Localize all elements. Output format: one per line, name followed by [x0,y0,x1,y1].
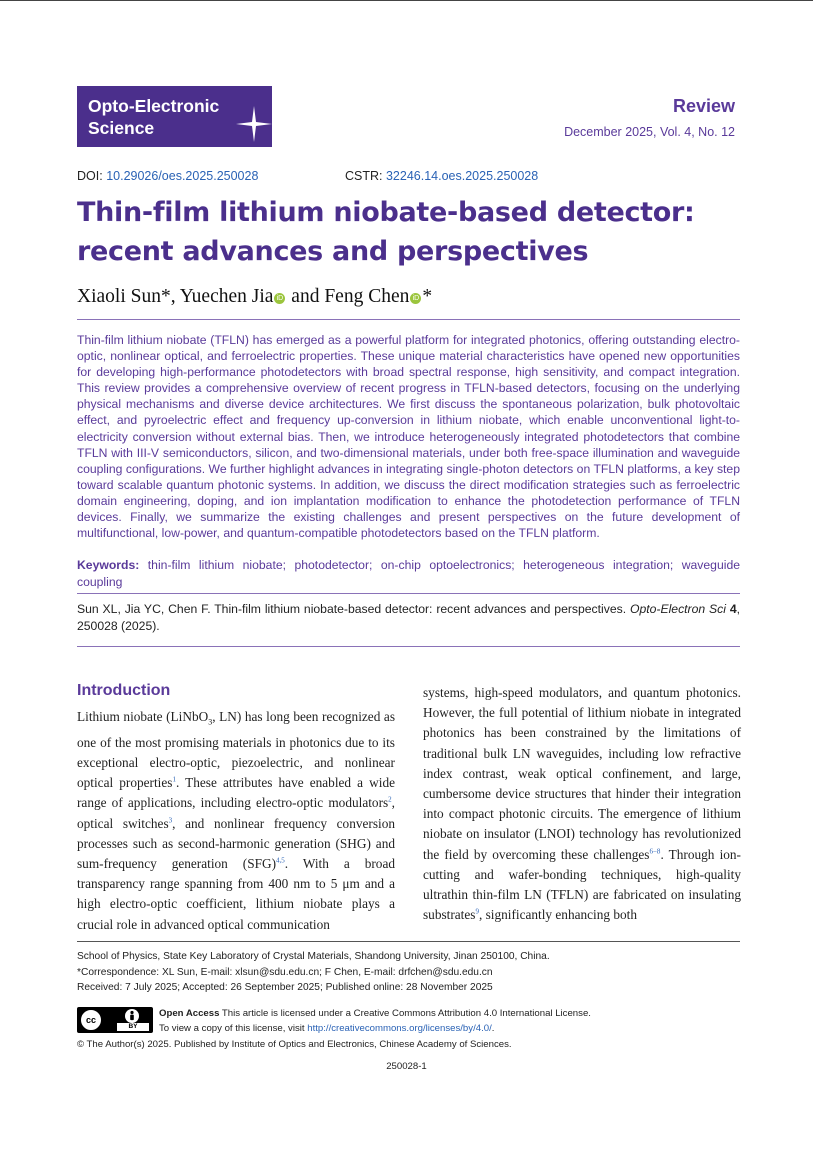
text: systems, high-speed modulators, and quantum photonics. However, the full potential of lithium niobate in integrated photonics has been constrained by the limitations of traditional bulk LN waveguides, including low refractive index contrast, weak optical confinement, and large, cumbersome device structures that hinder their integration into compact photonic circuits. The emergence of lithium niobate on insulator (LNOI) technology has revolutionized the field by overcoming these challenges [423,685,741,862]
issue-info: December 2025, Vol. 4, No. 12 [564,125,735,139]
subscript: 3 [208,717,213,727]
reference-link[interactable]: 2 [388,796,392,805]
sparkle-icon [234,104,274,144]
license [159,1006,591,1036]
citation-volume: 4 [729,602,737,616]
affiliation: School of Physics, State Key Laboratory of Crystal Materials, Shandong University, Jinan 250100, China. [77,951,550,962]
reference-link[interactable]: 4,5 [276,856,285,865]
text: , optical switches [77,795,395,831]
doi-label: DOI: [77,169,103,183]
reference-link[interactable]: 1 [172,775,176,784]
citation-text: Sun XL, Jia YC, Chen F. Thin-film lithium niobate-based detector: recent advances and perspectives. [77,602,630,616]
section-heading: Introduction [77,682,171,699]
license-link[interactable]: http://creativecommons.org/licenses/by/4.0/ [307,1023,492,1034]
citation-rest: , 250028 (2025). [77,602,741,633]
doi [77,169,258,183]
text: . These attributes have enabled a wide range of applications, including electro-optic modulators [77,775,395,811]
cc-by-badge[interactable] [77,1007,153,1033]
citation-journal: Opto-Electron Sci [629,602,726,616]
text: Lithium niobate (LiNbO [77,709,209,724]
keywords-text: thin-film lithium niobate; photodetector; on-chip optoelectronics; heterogeneous integration; waveguide coupling [77,558,741,589]
copyright: © The Author(s) 2025. Published by Institute of Optics and Electronics, Chinese Academy of Sciences. [77,1039,512,1050]
text: . Through ion-cutting and wafer-bonding techniques, high-quality ultrathin thin-film LN (TFLN) are fabricated on insulating substrates [423,846,741,923]
orcid-icon[interactable]: iD [274,293,285,304]
author-sun-jia: Xiaoli Sun*, Yuechen Jia [77,286,274,307]
intro-column-left [77,707,395,935]
divider [77,319,740,320]
reference-link[interactable]: 9 [475,907,479,916]
divider [77,593,740,594]
by-label: BY [117,1023,149,1031]
journal-name-line2: Science [88,118,155,138]
text: , and nonlinear frequency conversion processes such as second-harmonic generation (SHG) and sum-frequency generation (SFG) [77,815,395,872]
text: . [491,1023,495,1034]
authors [77,286,432,308]
cstr [345,169,538,183]
page-number: 250028-1 [386,1061,427,1072]
reference-link[interactable]: 3 [168,816,173,825]
orcid-icon[interactable]: iD [410,293,421,304]
cstr-link[interactable]: 32246.14.oes.2025.250028 [385,169,539,183]
text: , significantly enhancing both [478,907,638,923]
correspondence: *Correspondence: XL Sun, E-mail: xlsun@sdu.edu.cn; F Chen, E-mail: drfchen@sdu.edu.cn [77,966,493,978]
intro-column-right [423,683,741,925]
cstr-label: CSTR: [345,169,383,183]
dates: Received: 7 July 2025; Accepted: 26 September 2025; Published online: 28 November 2025 [77,982,493,993]
abstract: Thin-film lithium niobate (TFLN) has emerged as a powerful platform for integrated photonics, offering outstanding electro-optic, nonlinear optical, and ferroelectric properties. These unique material characteristics have opened new opportunities for developing high-performance photodetectors with broad spectral response, high sensitivity, and compact integration. This review provides a comprehensive overview of recent progress in TFLN-based detectors, focusing on the underlying physical mechanisms and diverse device architectures. We first discuss the spontaneous polarization, bulk photovoltaic effect, and pyroelectric effect and frequency up-conversion in lithium niobate, which enable unconventional light-to-electricity conversion without external bias. Then, we introduce heterogeneously integrated photodetectors that combine TFLN with III-V semiconductors, silicon, and two-dimensional materials, under both free-space illumination and waveguide coupling configurations. We further highlight advances in integrating single-photon detectors on TFLN platforms, a key step toward scalable quantum photonic systems. In addition, we discuss the direct modification strategies such as ferroelectric domain engineering, doping, and ion implantation modification to enhance the photodetection performance of TFLN devices. Finally, we summarize the existing challenges and present perspectives on the future development of multifunctional, low-power, and quantum-compatible photodetectors based on the TFLN platform. [77,333,740,541]
cc-icon: cc [80,1009,102,1031]
license-view: To view a copy of this license, visit [159,1023,308,1034]
person-icon [125,1009,139,1023]
keywords-label: Keywords: [77,558,140,572]
author-chen: and Feng Chen [286,286,410,307]
doi-link[interactable]: 10.29026/oes.2025.250028 [106,169,259,183]
text: . With a broad transparency range spanning from 400 nm to 5 μm and a high electro-optic coefficient, lithium niobate plays a crucial role in advanced optical communication [77,856,395,932]
citation [77,601,740,634]
reference-link[interactable]: 6−8 [649,847,661,856]
journal-name-line1: Opto-Electronic [88,96,220,116]
license-text: This article is licensed under a Creative Commons Attribution 4.0 International License. [219,1008,591,1019]
journal-logo [77,86,272,147]
article-title: Thin-film lithium niobate-based detector: recent advances and perspectives [77,197,695,267]
divider [77,941,740,942]
open-access-label: Open Access [159,1008,220,1019]
footnotes [77,949,740,996]
divider [77,646,740,647]
author-asterisk: * [422,286,433,307]
text: , LN) has long been recognized as one of the most promising materials in photonics due to its exceptional electro-optic, piezoelectric, and nonlinear optical properties [77,709,395,791]
keywords [77,557,740,590]
article-type: Review [672,96,735,116]
